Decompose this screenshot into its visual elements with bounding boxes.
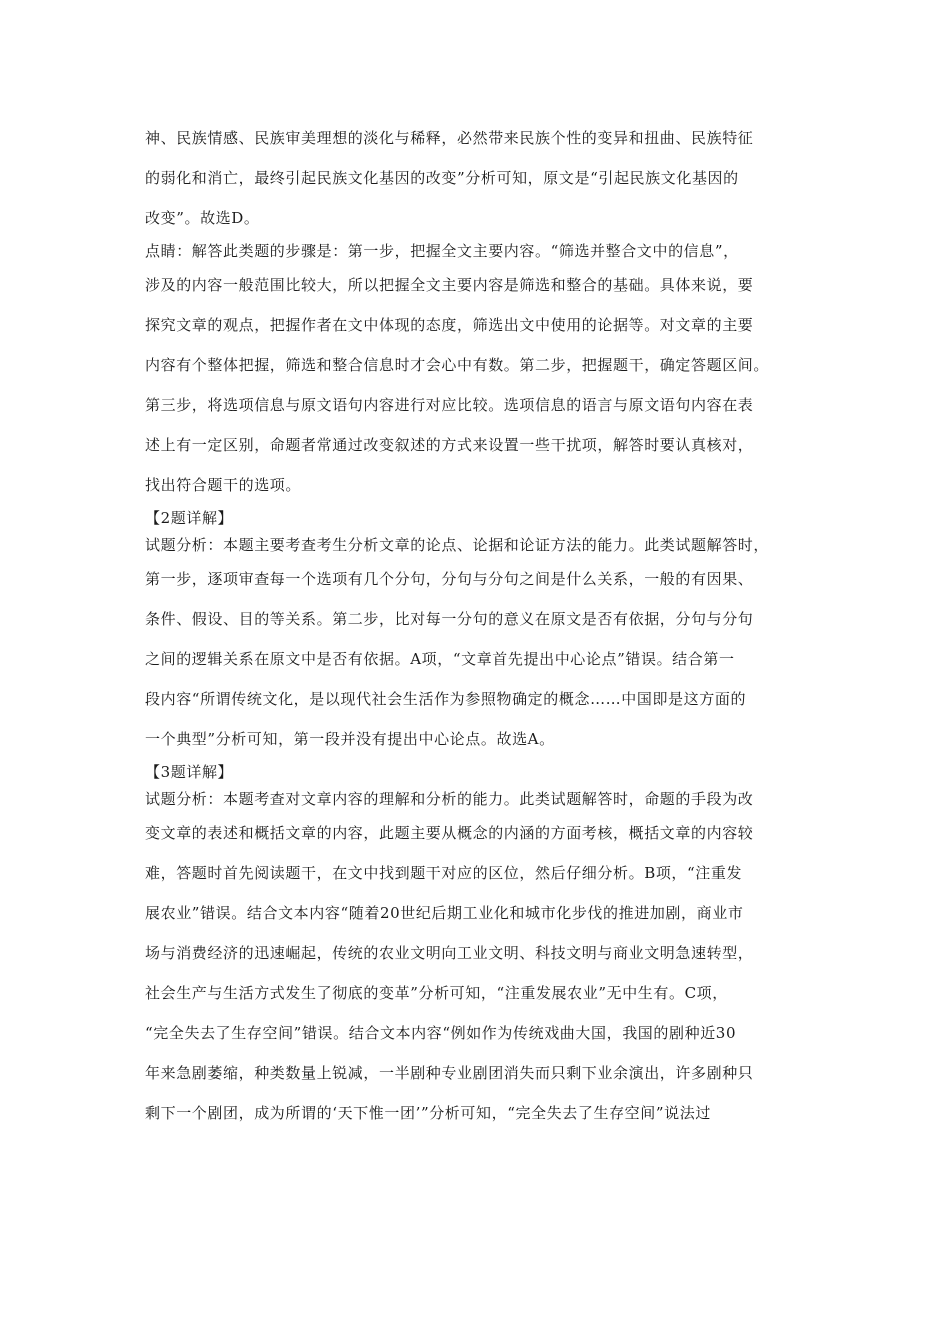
text-line: 内容有个整体把握，筛选和整合信息时才会心中有数。第二步，把握题干，确定答题区间。 — [145, 356, 770, 374]
section-heading: 【2题详解】 — [145, 509, 234, 527]
text-line: 剩下一个剧团，成为所谓的‘天下惟一团’”分析可知，“完全失去了生存空间”说法过 — [145, 1104, 711, 1122]
text-line: 第一步，逐项审查每一个选项有几个分句，分句与分句之间是什么关系，一般的有因果、 — [145, 570, 754, 588]
analysis-paragraph-start: 试题分析：本题考查对文章内容的理解和分析的能力。此类试题解答时，命题的手段为改 — [145, 790, 754, 808]
text-line: 年来急剧萎缩，种类数量上锐减，一半剧种专业剧团消失而只剩下业余演出，许多剧种只 — [145, 1064, 754, 1082]
text-line: 场与消费经济的迅速崛起，传统的农业文明向工业文明、科技文明与商业文明急速转型， — [145, 944, 754, 962]
text-line: 难，答题时首先阅读题干，在文中找到题干对应的区位，然后仔细分析。B项，“注重发 — [145, 864, 743, 882]
text-line: 段内容“所谓传统文化，是以现代社会生活作为参照物确定的概念……中国即是这方面的 — [145, 690, 747, 708]
text-line: 探究文章的观点，把握作者在文中体现的态度，筛选出文中使用的论据等。对文章的主要 — [145, 316, 754, 334]
text-line: 之间的逻辑关系在原文中是否有依据。A项，“文章首先提出中心论点”错误。结合第一 — [145, 650, 735, 668]
text-line: 改变”。故选D。 — [145, 209, 260, 227]
text-line: 的弱化和消亡，最终引起民族文化基因的改变”分析可知，原文是“引起民族文化基因的 — [145, 169, 739, 187]
text-line: 条件、假设、目的等关系。第二步，比对每一分句的意义在原文是否有依据，分句与分句 — [145, 610, 754, 628]
text-line: 涉及的内容一般范围比较大，所以把握全文主要内容是筛选和整合的基础。具体来说，要 — [145, 276, 754, 294]
text-line: 变文章的表述和概括文章的内容，此题主要从概念的内涵的方面考核，概括文章的内容较 — [145, 824, 754, 842]
text-line: “完全失去了生存空间”错误。结合文本内容“例如作为传统戏曲大国，我国的剧种近30 — [145, 1024, 737, 1042]
text-line: 社会生产与生活方式发生了彻底的变革”分析可知，“注重发展农业”无中生有。C项， — [145, 984, 728, 1002]
text-line: 第三步，将选项信息与原文语句内容进行对应比较。选项信息的语言与原文语句内容在表 — [145, 396, 754, 414]
document-body — [145, 118, 810, 1133]
text-line: 找出符合题干的选项。 — [145, 476, 302, 494]
text-line: 神、民族情感、民族审美理想的淡化与稀释，必然带来民族个性的变异和扭曲、民族特征 — [145, 129, 754, 147]
section-heading: 【3题详解】 — [145, 763, 234, 781]
tip-paragraph-start: 点睛：解答此类题的步骤是：第一步，把握全文主要内容。“筛选并整合文中的信息”， — [145, 242, 739, 260]
text-line: 述上有一定区别，命题者常通过改变叙述的方式来设置一些干扰项，解答时要认真核对， — [145, 436, 754, 454]
text-line: 一个典型”分析可知，第一段并没有提出中心论点。故选A。 — [145, 730, 555, 748]
text-line: 展农业”错误。结合文本内容“随着20世纪后期工业化和城市化步伐的推进加剧，商业市 — [145, 904, 744, 922]
analysis-paragraph-start: 试题分析：本题主要考查考生分析文章的论点、论据和论证方法的能力。此类试题解答时， — [145, 536, 770, 554]
